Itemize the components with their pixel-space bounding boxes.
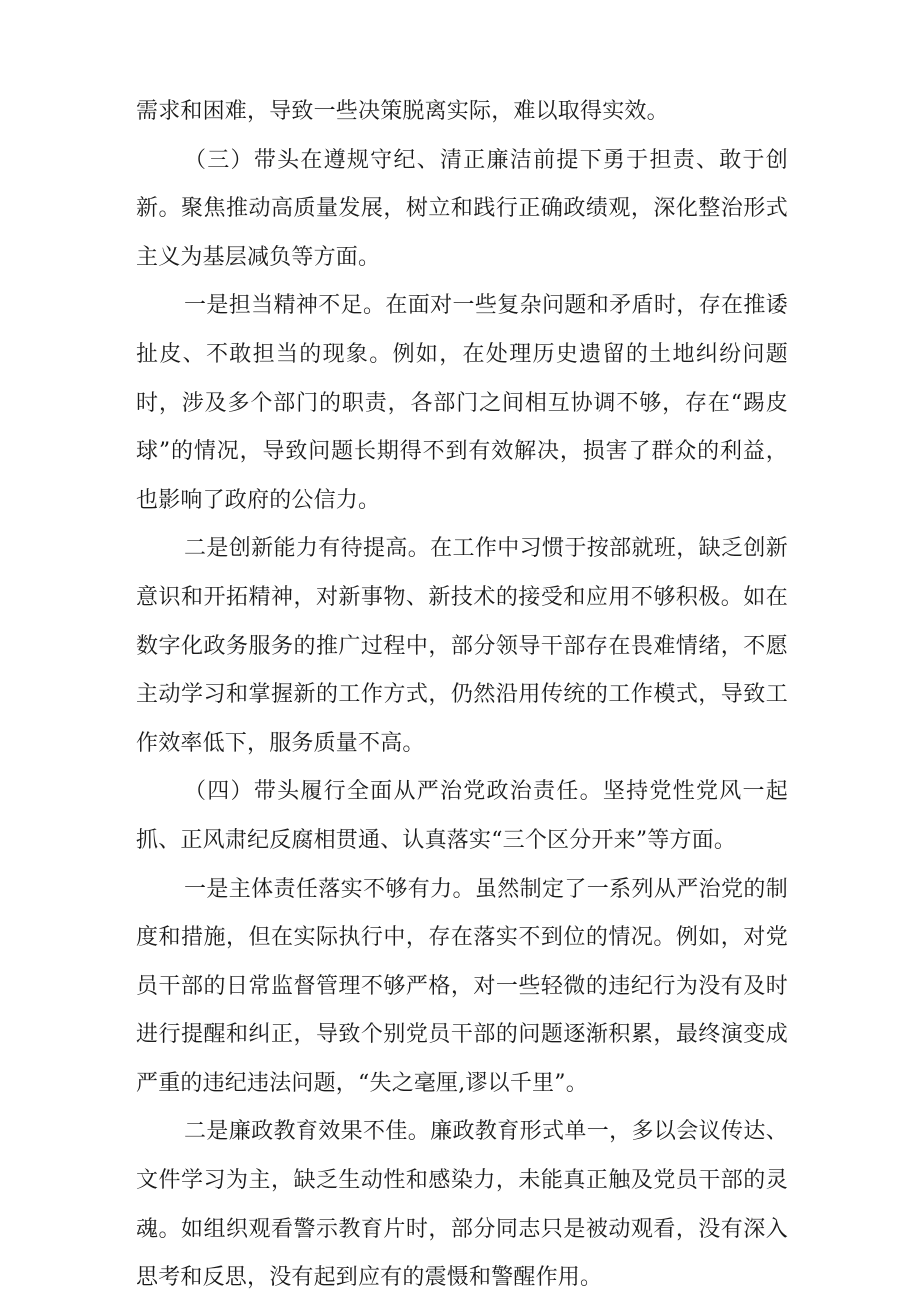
paragraph-main-responsibility: 一是主体责任落实不够有力。虽然制定了一系列从严治党的制度和措施，但在实际执行中，存在落实不到位的情况。例如，对党员干部的日常监督管理不够严格，对一些轻微的违纪行为没有及时进行提醒和纠正，导致个别党员干部的问题逐渐积累，最终演变成严重的违纪违法问题，“失之毫厘,谬以千里”。 — [136, 876, 788, 1096]
paragraph-innovation-ability: 二是创新能力有待提高。在工作中习惯于按部就班，缺乏创新意识和开拓精神，对新事物、新技术的接受和应用不够积极。如在数字化政务服务的推广过程中，部分领导干部存在畏难情绪，不愿主动学习和掌握新的工作方式，仍然沿用传统的工作模式，导致工作效率低下，服务质量不高。 — [136, 536, 788, 756]
document-body — [136, 88, 788, 1303]
section-heading-four: （四）带头履行全面从严治党政治责任。坚持党性党风一起抓、正风肃纪反腐相贯通、认真落实“三个区分开来”等方面。 — [136, 779, 788, 853]
paragraph-integrity-education: 二是廉政教育效果不佳。廉政教育形式单一，多以会议传达、文件学习为主，缺乏生动性和感染力，未能真正触及党员干部的灵魂。如组织观看警示教育片时，部分同志只是被动观看，没有深入思考和反思，没有起到应有的震慑和警醒作用。 — [136, 1119, 788, 1291]
paragraph-continuation: 需求和困难，导致一些决策脱离实际，难以取得实效。 — [136, 99, 669, 124]
section-heading-three: （三）带头在遵规守纪、清正廉洁前提下勇于担责、敢于创新。聚焦推动高质量发展，树立和践行正确政绩观，深化整治形式主义为基层减负等方面。 — [136, 147, 788, 270]
paragraph-responsibility-spirit: 一是担当精神不足。在面对一些复杂问题和矛盾时，存在推诿扯皮、不敢担当的现象。例如，在处理历史遗留的土地纠纷问题时，涉及多个部门的职责，各部门之间相互协调不够，存在“踢皮球”的情况，导致问题长期得不到有效解决，损害了群众的利益，也影响了政府的公信力。 — [136, 293, 788, 513]
